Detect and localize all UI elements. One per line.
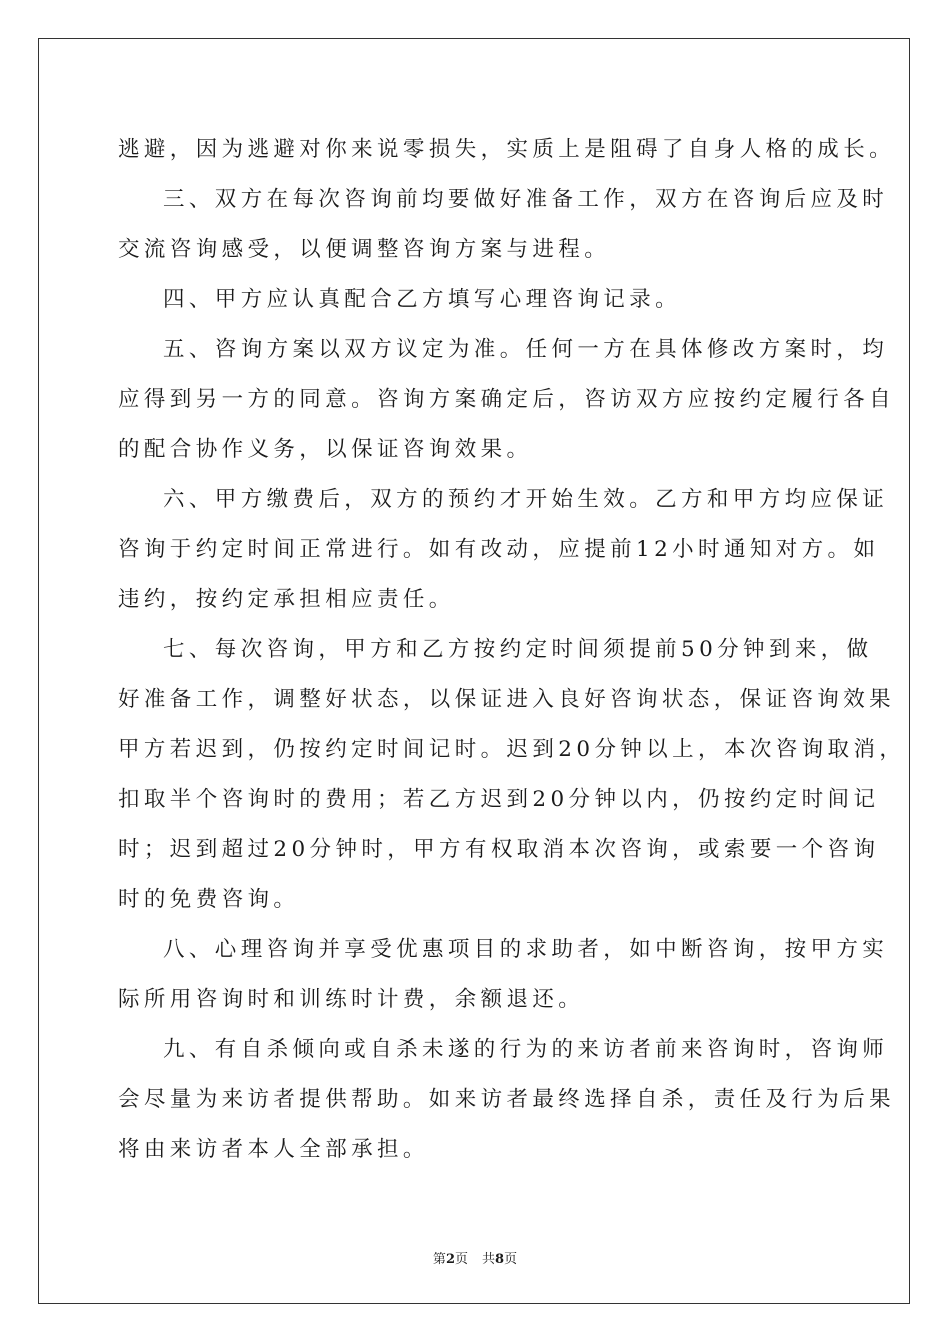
text-line: 咨询于约定时间正常进行。如有改动，应提前12小时通知对方。如 [118,537,880,562]
text-line: 逃避，因为逃避对你来说零损失，实质上是阻碍了自身人格的成长。 [118,137,896,162]
total-pages: 8 [495,1252,505,1267]
text-line: 五、咨询方案以双方议定为准。任何一方在具体修改方案时，均 [163,337,889,362]
page-footer [0,1248,950,1267]
text-line: 好准备工作，调整好状态，以保证进入良好咨询状态，保证咨询效果 [118,687,896,712]
text-line: 甲方若迟到，仍按约定时间记时。迟到20分钟以上，本次咨询取消， [118,737,906,762]
total-prefix: 共 [482,1252,496,1267]
text-line: 会尽量为来访者提供帮助。如来访者最终选择自杀，责任及行为后果 [118,1087,896,1112]
text-line: 时；迟到超过20分钟时，甲方有权取消本次咨询，或索要一个咨询 [118,837,880,862]
page-number: 2 [445,1252,455,1267]
page-prefix: 第 [432,1252,446,1267]
text-line: 三、双方在每次咨询前均要做好准备工作，双方在咨询后应及时 [163,187,889,212]
text-line: 七、每次咨询，甲方和乙方按约定时间须提前50分钟到来，做 [163,637,873,662]
text-line: 的配合协作义务，以保证咨询效果。 [118,437,533,462]
text-line: 违约，按约定承担相应责任。 [118,587,455,612]
text-line: 际所用咨询时和训练时计费，余额退还。 [118,987,585,1012]
text-line: 交流咨询感受，以便调整咨询方案与进程。 [118,237,611,262]
text-line: 将由来访者本人全部承担。 [118,1137,429,1162]
total-suffix: 页 [504,1252,518,1267]
text-line: 扣取半个咨询时的费用；若乙方迟到20分钟以内，仍按约定时间记 [118,787,880,812]
text-line: 六、甲方缴费后，双方的预约才开始生效。乙方和甲方均应保证 [163,487,889,512]
text-line: 应得到另一方的同意。咨询方案确定后，咨访双方应按约定履行各自 [118,387,896,412]
text-line: 四、甲方应认真配合乙方填写心理咨询记录。 [163,287,682,312]
page-suffix: 页 [454,1252,468,1267]
text-line: 九、有自杀倾向或自杀未遂的行为的来访者前来咨询时，咨询师 [163,1037,889,1062]
text-line: 时的免费咨询。 [118,887,300,912]
text-line: 八、心理咨询并享受优惠项目的求助者，如中断咨询，按甲方实 [163,937,889,962]
